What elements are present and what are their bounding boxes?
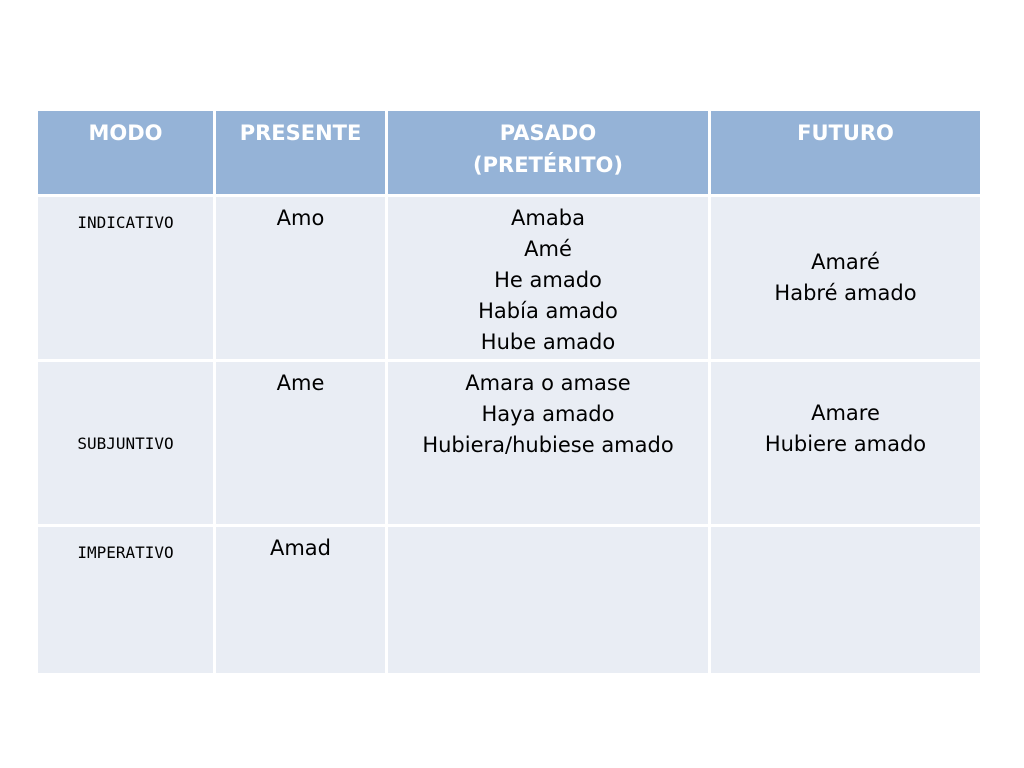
- pasado-form: Amé: [524, 237, 572, 261]
- pasado-form: Amara o amase: [465, 371, 631, 395]
- conjugation-table: [35, 108, 983, 676]
- header-row: [37, 110, 982, 196]
- mode-cell-subjuntivo: SUBJUNTIVO: [37, 361, 215, 526]
- pasado-form: Hube amado: [480, 330, 616, 354]
- table-row-subjuntivo: [37, 361, 982, 526]
- futuro-form: Amaré: [811, 250, 880, 274]
- futuro-cell-subjuntivo: [710, 361, 982, 526]
- pasado-form: Haya amado: [481, 402, 615, 426]
- table-row-imperativo: [37, 526, 982, 675]
- header-modo: MODO: [37, 110, 215, 196]
- pasado-cell-subjuntivo: [387, 361, 710, 526]
- header-presente: PRESENTE: [215, 110, 387, 196]
- presente-cell-indicativo: Amo: [215, 196, 387, 361]
- header-pasado-line2: (PRETÉRITO): [473, 153, 623, 177]
- header-futuro: FUTURO: [710, 110, 982, 196]
- futuro-cell-indicativo: [710, 196, 982, 361]
- pasado-cell-indicativo: [387, 196, 710, 361]
- pasado-form: He amado: [494, 268, 602, 292]
- pasado-form: Hubiera/hubiese amado: [422, 433, 674, 457]
- pasado-form: Había amado: [478, 299, 618, 323]
- presente-cell-imperativo: Amad: [215, 526, 387, 675]
- header-pasado: [387, 110, 710, 196]
- header-pasado-line1: PASADO: [499, 121, 597, 145]
- mode-cell-imperativo: IMPERATIVO: [37, 526, 215, 675]
- presente-cell-subjuntivo: Ame: [215, 361, 387, 526]
- mode-cell-indicativo: INDICATIVO: [37, 196, 215, 361]
- futuro-form: Habré amado: [774, 281, 917, 305]
- futuro-cell-imperativo: [710, 526, 982, 675]
- pasado-form: Amaba: [511, 206, 585, 230]
- pasado-cell-imperativo: [387, 526, 710, 675]
- futuro-form: Hubiere amado: [764, 432, 927, 456]
- table-row-indicativo: [37, 196, 982, 361]
- futuro-form: Amare: [811, 401, 880, 425]
